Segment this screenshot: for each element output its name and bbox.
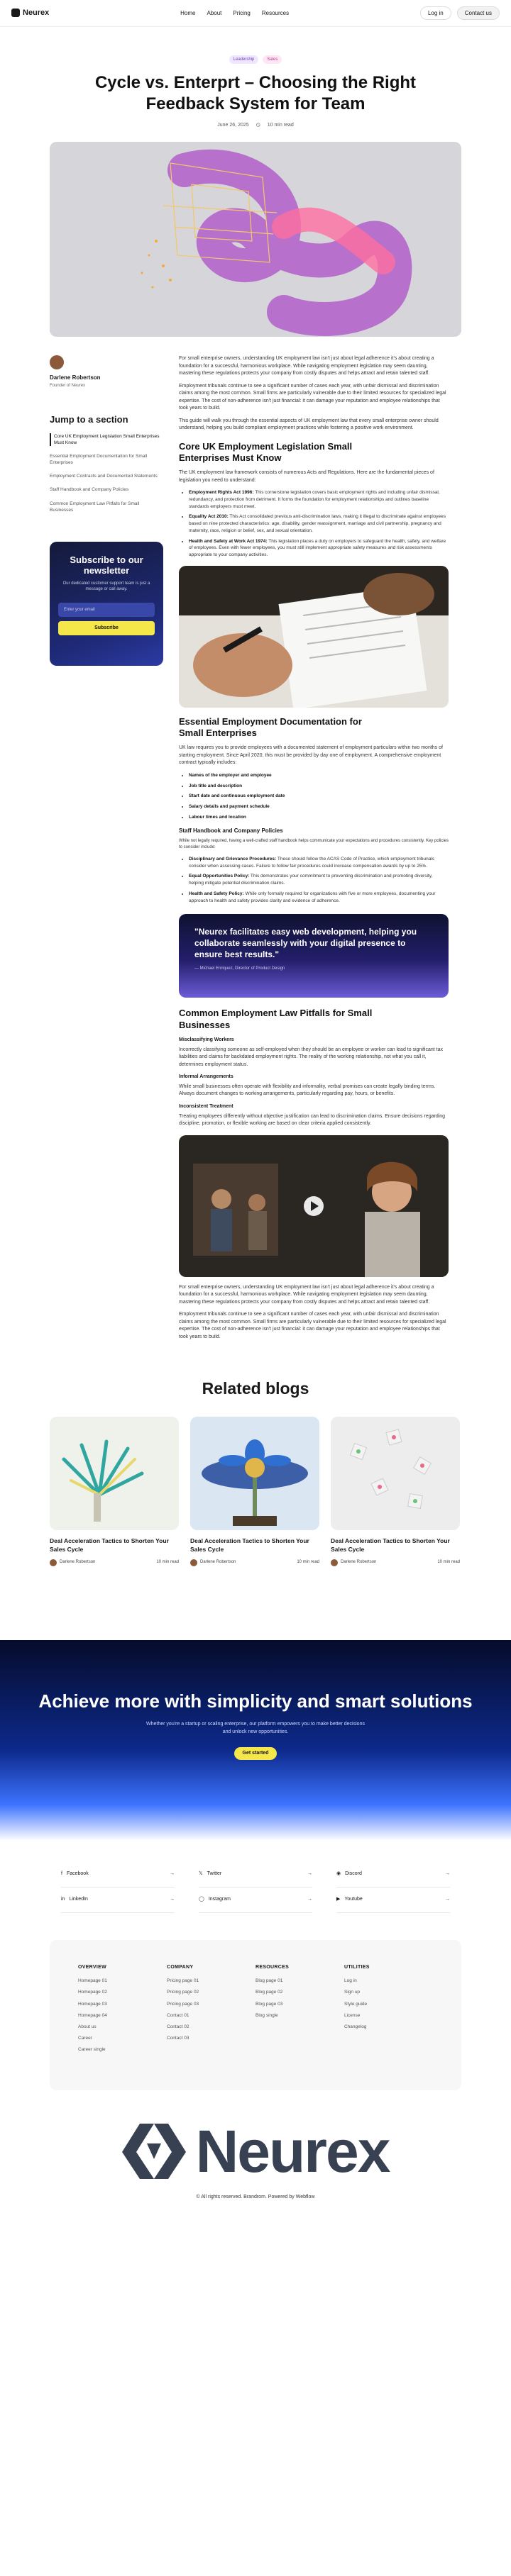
subheading-staff: Staff Handbook and Company Policies bbox=[179, 827, 283, 834]
footer-column-utilities: UTILITIES Log in Sign up Style guide License Changelog bbox=[344, 1964, 433, 2090]
read-time: 10 min read bbox=[267, 123, 294, 128]
footer-link[interactable]: Pricing page 01 bbox=[167, 1978, 199, 1984]
blog-card-title: Deal Acceleration Tactics to Shorten Your Sales Cycle bbox=[190, 1537, 309, 1553]
footer-column-resources: RESOURCES Blog page 01 Blog page 02 Blog page 03 Blog single bbox=[256, 1964, 344, 2090]
avatar bbox=[331, 1559, 338, 1566]
contact-button[interactable]: Contact us bbox=[457, 6, 500, 20]
footer-link[interactable]: Homepage 04 bbox=[78, 2012, 107, 2018]
blog-card-read-time: 10 min read bbox=[297, 1560, 319, 1565]
nav-link-pricing[interactable]: Pricing bbox=[233, 9, 251, 16]
nav-links bbox=[180, 9, 289, 17]
tag-sales[interactable]: Sales bbox=[263, 55, 282, 64]
arrow-right-icon: → bbox=[307, 1897, 312, 1902]
subheading: Misclassifying Workers bbox=[179, 1037, 234, 1042]
social-links bbox=[0, 1862, 511, 1913]
blog-card-author: Darlene Robertson bbox=[60, 1560, 96, 1565]
footer-link[interactable]: Career single bbox=[78, 2046, 106, 2052]
footer-link[interactable]: Homepage 03 bbox=[78, 2001, 107, 2007]
footer-link[interactable]: Blog page 01 bbox=[256, 1978, 283, 1984]
twitter-icon: 𝕏 bbox=[199, 1871, 203, 1877]
list-item: • Equality Act 2010: This Act consolidated previous anti-discrimination laws, making it illegal to discriminate against employees based on nine protected characteristics: age, disability, gender reassignment, marriage and civil partnership, pregnancy and maternity, race, religion or belief, sex, and sexual orientation. bbox=[189, 513, 449, 534]
blog-card[interactable] bbox=[190, 1417, 319, 1566]
paragraph: Incorrectly classifying someone as self-employed when they should be an employee or worker can lead to significant tax liabilities and claims for backdated employment rights. The reality of the working relationship, not what you call it, determines employment status. bbox=[179, 1047, 443, 1067]
section-heading-core: Core UK Employment Legislation Small Enterprises Must Know bbox=[179, 440, 353, 463]
blog-card-read-time: 10 min read bbox=[437, 1560, 460, 1565]
social-facebook[interactable]: f Facebook → bbox=[61, 1862, 175, 1888]
blog-card-read-time: 10 min read bbox=[156, 1560, 179, 1565]
arrow-right-icon: → bbox=[170, 1897, 175, 1902]
paragraph: For small enterprise owners, understanding UK employment law isn't just about legal adherence it's about creating a foundation for a successful, harmonious workplace. While navigating employment legislation may seem daunting, mastering these regulations protects your company from costly disputes and helps attract and retain talented staff. bbox=[179, 356, 434, 377]
footer-link[interactable]: Pricing page 02 bbox=[167, 1990, 199, 1995]
core-legislation-list bbox=[179, 489, 449, 559]
footer-brand-name: Neurex bbox=[195, 2117, 390, 2185]
newsletter-card bbox=[50, 542, 163, 666]
login-button[interactable]: Log in bbox=[420, 6, 451, 20]
subscribe-button[interactable]: Subscribe bbox=[58, 621, 155, 635]
footer-brand bbox=[0, 2117, 511, 2185]
blog-card-image bbox=[190, 1417, 319, 1530]
discord-icon: ◉ bbox=[336, 1871, 341, 1877]
toc-item[interactable]: Employment Contracts and Documented Statements bbox=[50, 474, 158, 479]
list-item: • Labour times and location bbox=[189, 814, 449, 821]
list-item: • Health and Safety Policy: While only formally required for organizations with five or more employees, documenting your approach to health and safety provides clarity and evidence of adherence. bbox=[189, 891, 449, 905]
youtube-icon: ▶ bbox=[336, 1897, 341, 1902]
footer-link[interactable]: About us bbox=[78, 2024, 97, 2029]
footer-column-company: COMPANY Pricing page 01 Pricing page 02 Pricing page 03 Contact 01 Contact 02 Contact 03 bbox=[167, 1964, 256, 2090]
list-item: • Names of the employer and employee bbox=[189, 772, 449, 779]
footer-link[interactable]: Homepage 01 bbox=[78, 1978, 107, 1984]
article-sidebar bbox=[50, 355, 163, 1346]
toc-item[interactable]: Staff Handbook and Company Policies bbox=[50, 487, 129, 493]
video-thumbnail[interactable] bbox=[179, 1135, 449, 1277]
list-item: • Start date and continuous employment date bbox=[189, 793, 449, 800]
brand-mark-icon bbox=[122, 2124, 186, 2179]
footer-link[interactable]: Style guide bbox=[344, 2001, 368, 2007]
nav-link-home[interactable]: Home bbox=[180, 9, 196, 16]
paragraph: UK law requires you to provide employees with a documented statement of employment particulars within two months of starting employment. Since April 2020, this must be provided by day one of employment. A comprehensive employment contract typically includes: bbox=[179, 745, 443, 766]
footer-link[interactable]: Homepage 02 bbox=[78, 1990, 107, 1995]
cta-section bbox=[0, 1640, 511, 1841]
arrow-right-icon: → bbox=[307, 1871, 312, 1877]
facebook-icon: f bbox=[61, 1871, 62, 1877]
footer-link[interactable]: License bbox=[344, 2012, 361, 2018]
logo-icon bbox=[11, 9, 20, 17]
social-twitter[interactable]: 𝕏 Twitter → bbox=[199, 1862, 312, 1888]
paragraph: Employment tribunals continue to see a significant number of cases each year, with unfair dismissal and discrimination claims among the most common. Small firms are particularly vulnerable due to their limited resources for specialized legal expertise. The cost of non-adherence isn't just financial: it can damage your reputation and employee relationships that took years to build. bbox=[179, 1312, 446, 1339]
blog-card-author: Darlene Robertson bbox=[341, 1560, 377, 1565]
social-youtube[interactable]: ▶ Youtube → bbox=[336, 1888, 450, 1913]
cta-title: Achieve more with simplicity and smart solutions bbox=[38, 1690, 473, 1712]
paragraph: For small enterprise owners, understanding UK employment law isn't just about legal adherence it's about creating a foundation for a successful, harmonious workplace. While navigating employment legislation may seem daunting, mastering these regulations protects your company from costly disputes and helps attract and retain talented staff. bbox=[179, 1284, 434, 1305]
toc-heading: Jump to a section bbox=[50, 413, 128, 425]
top-nav bbox=[0, 0, 511, 27]
documents-image bbox=[179, 566, 449, 708]
paragraph: Employment tribunals continue to see a significant number of cases each year, with unfair dismissal and discrimination claims among the most common. Small firms are particularly vulnerable due to their limited resources for specialized legal expertise. The cost of non-adherence isn't just financial: it can damage your reputation and employee relationships that took years to build. bbox=[179, 383, 446, 411]
list-item: • Health and Safety at Work Act 1974: This legislation places a duty on employers to safeguard the health, safety, and welfare of employees. Even with fewer employees, you must still implement appropriate safety measures and risk assessments appropriate to your company activities. bbox=[189, 538, 449, 559]
footer-link[interactable]: Pricing page 03 bbox=[167, 2001, 199, 2007]
brand-name: Neurex bbox=[23, 8, 50, 17]
footer-link[interactable]: Sign up bbox=[344, 1990, 361, 1995]
article-body bbox=[179, 355, 449, 1346]
paragraph: While not legally required, having a well-crafted staff handbook helps communicate your expectations and procedures consistently. Key policies to consider include: bbox=[179, 838, 449, 849]
footer-link[interactable]: Log in bbox=[344, 1978, 357, 1984]
arrow-right-icon: → bbox=[445, 1897, 450, 1902]
paragraph: While small businesses often operate with flexibility and informality, verbal promises can create legally binding terms. Always document changes to working arrangements, particularly regarding pay, hours, or benefits. bbox=[179, 1083, 436, 1097]
related-cards bbox=[0, 1417, 511, 1566]
tag-leadership[interactable]: Leadership bbox=[229, 55, 259, 64]
social-linkedin[interactable]: in LinkedIn → bbox=[61, 1888, 175, 1913]
nav-link-resources[interactable]: Resources bbox=[261, 9, 290, 16]
testimonial-quote bbox=[179, 914, 449, 998]
blog-card-title: Deal Acceleration Tactics to Shorten Your Sales Cycle bbox=[331, 1537, 450, 1553]
post-date: June 26, 2025 bbox=[217, 123, 249, 128]
blog-card-image bbox=[331, 1417, 460, 1530]
section-heading-docs: Essential Employment Documentation for Small Enterprises bbox=[179, 715, 362, 739]
page-title: Cycle vs. Enterprt – Choosing the Right Feedback System for Team bbox=[94, 73, 417, 114]
brand-logo[interactable] bbox=[11, 8, 49, 18]
newsletter-text: Our dedicated customer support team is just a message or call away. bbox=[62, 581, 150, 592]
footer-link[interactable]: Contact 02 bbox=[167, 2024, 189, 2029]
quote-text: "Neurex facilitates easy web development, helping you collaborate seamlessly with your digital presence to ensure best results." bbox=[194, 927, 417, 959]
footer-column-overview: OVERVIEW Homepage 01 Homepage 02 Homepage 03 Homepage 04 About us Career Career single bbox=[78, 1964, 167, 2090]
footer-link[interactable]: Contact 01 bbox=[167, 2012, 189, 2018]
arrow-right-icon: → bbox=[170, 1871, 175, 1877]
subheading: Informal Arrangements bbox=[179, 1074, 233, 1080]
blog-card-author: Darlene Robertson bbox=[200, 1560, 236, 1565]
avatar bbox=[190, 1559, 197, 1566]
quote-author: — Michael Enriquez, Director of Product Design bbox=[194, 966, 285, 971]
avatar bbox=[50, 1559, 57, 1566]
footer-link[interactable]: Career bbox=[78, 2035, 92, 2041]
paragraph: This guide will walk you through the essential aspects of UK employment law that every small enterprise owner should understand, helping you build compliant employment practices while fostering a positive work environment. bbox=[179, 418, 439, 431]
social-discord[interactable]: ◉ Discord → bbox=[336, 1862, 450, 1888]
list-item: • Disciplinary and Grievance Procedures: These should follow the ACAS Code of Practice, which employment tribunals consider when assessing cases. Failure to follow fair procedures could increase compensation awards by up to 25%. bbox=[189, 856, 449, 870]
hero-section bbox=[0, 27, 511, 337]
footer-link[interactable]: Blog page 03 bbox=[256, 2001, 283, 2007]
cta-text: Whether you're a startup or scaling enterprise, our platform empowers you to make better decisions and unlock new opportunities. bbox=[146, 1722, 365, 1734]
linkedin-icon: in bbox=[61, 1897, 65, 1902]
blog-card-title: Deal Acceleration Tactics to Shorten Your Sales Cycle bbox=[50, 1537, 169, 1553]
paragraph: Treating employees differently without objective justification can lead to discrimination claims. Ensure decisions regarding discipline, promotion, or flexible working are based on clear criteria applied consistently. bbox=[179, 1113, 446, 1127]
email-field[interactable]: Enter your email bbox=[58, 603, 155, 617]
documentation-list bbox=[179, 772, 449, 821]
subheading: Inconsistent Treatment bbox=[179, 1103, 233, 1109]
get-started-button[interactable]: Get started bbox=[234, 1747, 278, 1760]
toc-item[interactable]: Common Employment Law Pitfalls for Small Businesses bbox=[50, 501, 140, 513]
table-of-contents bbox=[50, 433, 163, 513]
section-heading-pitfalls: Common Employment Law Pitfalls for Small Businesses bbox=[179, 1008, 373, 1030]
footer-links bbox=[50, 1940, 461, 2090]
social-instagram[interactable]: ◯ Instagram → bbox=[199, 1888, 312, 1913]
blog-card[interactable] bbox=[50, 1417, 179, 1566]
author-name: Darlene Robertson bbox=[50, 374, 101, 381]
newsletter-title: Subscribe to our newsletter bbox=[70, 554, 143, 576]
list-item: • Employment Rights Act 1996: This cornerstone legislation covers basic employment rights and including unfair dismissal, redundancy, and protection from detriment. It forms the foundation for employment relationships and outlines baseline standards employers must meet. bbox=[189, 489, 449, 510]
arrow-right-icon: → bbox=[445, 1871, 450, 1877]
policies-list bbox=[179, 856, 449, 905]
instagram-icon: ◯ bbox=[199, 1897, 204, 1902]
clock-icon: ◷ bbox=[256, 123, 260, 128]
related-heading: Related blogs bbox=[202, 1379, 309, 1398]
footer-link[interactable]: Contact 03 bbox=[167, 2035, 189, 2041]
list-item: • Job title and description bbox=[189, 783, 449, 790]
footer-link[interactable]: Changelog bbox=[344, 2024, 367, 2029]
author-block bbox=[50, 355, 163, 389]
footer-link[interactable]: Blog single bbox=[256, 2012, 278, 2018]
paragraph: The UK employment law framework consists of numerous Acts and Regulations. Here are the fundamental pieces of legislation you need to understand: bbox=[179, 470, 434, 483]
list-item: • Equal Opportunities Policy: This demonstrates your commitment to preventing discrimination and promoting diversity, helping mitigate potential discrimination claims. bbox=[189, 873, 449, 887]
footer-link[interactable]: Blog page 02 bbox=[256, 1990, 283, 1995]
author-role: Founder of Neurex bbox=[50, 384, 86, 389]
toc-item[interactable]: Core UK Employment Legislation Small Enterprises Must Know bbox=[50, 433, 163, 446]
nav-link-about[interactable]: About bbox=[207, 9, 222, 16]
blog-card-image bbox=[50, 1417, 179, 1530]
copyright: © All rights reserved. Brandrom. Powered by Webflow bbox=[196, 2194, 315, 2199]
hero-image bbox=[50, 142, 461, 337]
blog-card[interactable] bbox=[331, 1417, 460, 1566]
avatar bbox=[50, 355, 64, 369]
list-item: • Salary details and payment schedule bbox=[189, 803, 449, 810]
toc-item[interactable]: Essential Employment Documentation for Small Enterprises bbox=[50, 454, 148, 466]
